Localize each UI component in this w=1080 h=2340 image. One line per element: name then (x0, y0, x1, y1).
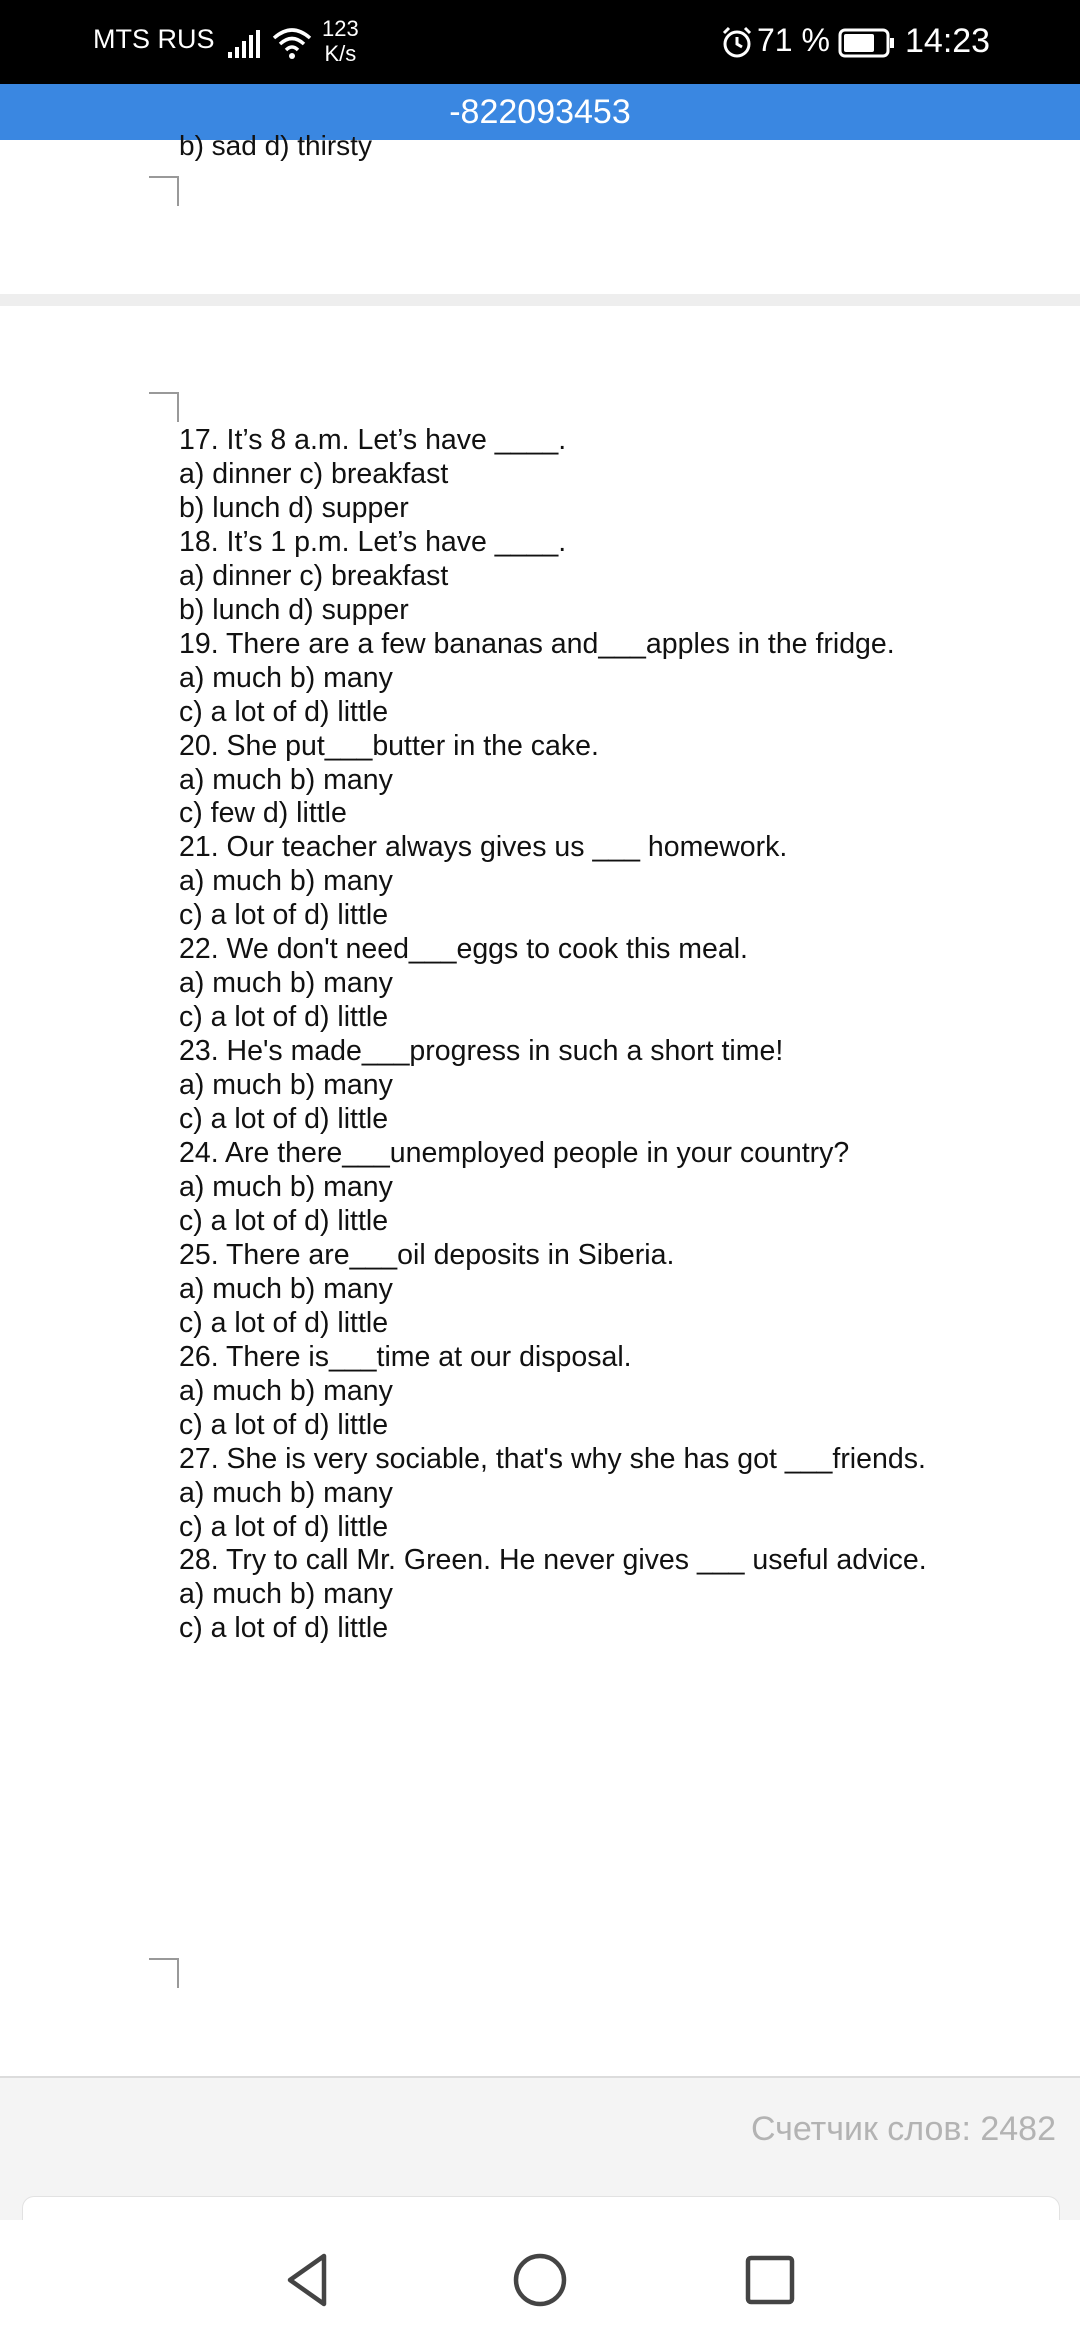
text-line: a) much b) many (179, 1374, 393, 1407)
text-line: a) much b) many (179, 865, 393, 898)
text-line: 24. Are there___unemployed people in your country? (179, 1137, 850, 1170)
word-count: Счетчик слов: 2482 (751, 2110, 1056, 2148)
status-bar (0, 0, 1080, 84)
clock: 14:23 (905, 22, 991, 60)
carrier-name: MTS RUS (93, 24, 215, 54)
text-line: c) a lot of d) little (179, 899, 389, 932)
text-line: c) a lot of d) little (179, 1306, 389, 1339)
text-line: 28. Try to call Mr. Green. He never gives ___ useful advice. (179, 1544, 927, 1577)
document-title-bar[interactable] (0, 84, 1080, 140)
text-line: a) dinner c) breakfast (179, 559, 449, 592)
text-line: 27. She is very sociable, that's why she has got ___friends. (179, 1442, 926, 1475)
previous-page-last-line: b) sad d) thirsty (179, 130, 372, 161)
text-line: a) much b) many (179, 1578, 393, 1611)
text-line: c) a lot of d) little (179, 1103, 389, 1136)
text-line: c) a lot of d) little (179, 1408, 389, 1441)
text-line: 20. She put___butter in the cake. (179, 729, 599, 762)
recents-square-icon[interactable] (738, 2248, 802, 2312)
document-page[interactable] (0, 306, 1080, 2076)
text-line: b) lunch d) supper (179, 593, 409, 626)
text-line: c) a lot of d) little (179, 1204, 389, 1237)
text-line: 21. Our teacher always gives us ___ homework. (179, 831, 788, 864)
home-circle-icon[interactable] (508, 2248, 572, 2312)
previous-page (0, 130, 1080, 294)
network-speed (322, 16, 359, 66)
page-margin-corner-mark (149, 392, 179, 422)
network-speed-value: 123 (322, 16, 359, 41)
signal-icon (228, 30, 262, 58)
alarm-clock-icon (720, 26, 754, 60)
battery-icon (838, 28, 896, 58)
text-line: 17. It’s 8 a.m. Let’s have ____. (179, 424, 567, 456)
text-line: b) lunch d) supper (179, 491, 409, 524)
back-triangle-icon[interactable] (276, 2248, 340, 2312)
text-line: 23. He's made___progress in such a short time! (179, 1035, 784, 1068)
document-title: -822093453 (449, 92, 631, 131)
text-line: 22. We don't need___eggs to cook this meal. (179, 933, 748, 966)
wifi-icon (272, 26, 312, 60)
text-line: c) few d) little (179, 797, 347, 830)
page-margin-corner-mark (149, 176, 179, 206)
text-line: a) much b) many (179, 1069, 393, 1102)
page-separator (0, 294, 1080, 306)
text-line: 19. There are a few bananas and___apples in the fridge. (179, 627, 895, 660)
text-line: 18. It’s 1 p.m. Let’s have ____. (179, 525, 567, 558)
text-line: 25. There are___oil deposits in Siberia. (179, 1238, 675, 1271)
network-speed-unit: K/s (324, 41, 357, 66)
text-line: a) much b) many (179, 1476, 393, 1509)
text-line: 26. There is___time at our disposal. (179, 1340, 632, 1373)
text-line: a) much b) many (179, 763, 393, 796)
text-line: c) a lot of d) little (179, 1510, 389, 1543)
text-line: c) a lot of d) little (179, 1001, 389, 1034)
text-line: a) much b) many (179, 661, 393, 694)
text-line: a) much b) many (179, 967, 393, 1000)
text-line: c) a lot of d) little (179, 695, 389, 728)
text-line: a) dinner c) breakfast (179, 457, 449, 490)
text-line: a) much b) many (179, 1170, 393, 1203)
battery-percent: 71 % (757, 22, 830, 58)
footer-panel (0, 2076, 1080, 2220)
text-line: c) a lot of d) little (179, 1612, 389, 1645)
page-margin-corner-mark (149, 1958, 179, 1988)
document-text[interactable] (179, 424, 927, 1646)
navigation-bar (0, 2220, 1080, 2340)
text-line: a) much b) many (179, 1272, 393, 1305)
